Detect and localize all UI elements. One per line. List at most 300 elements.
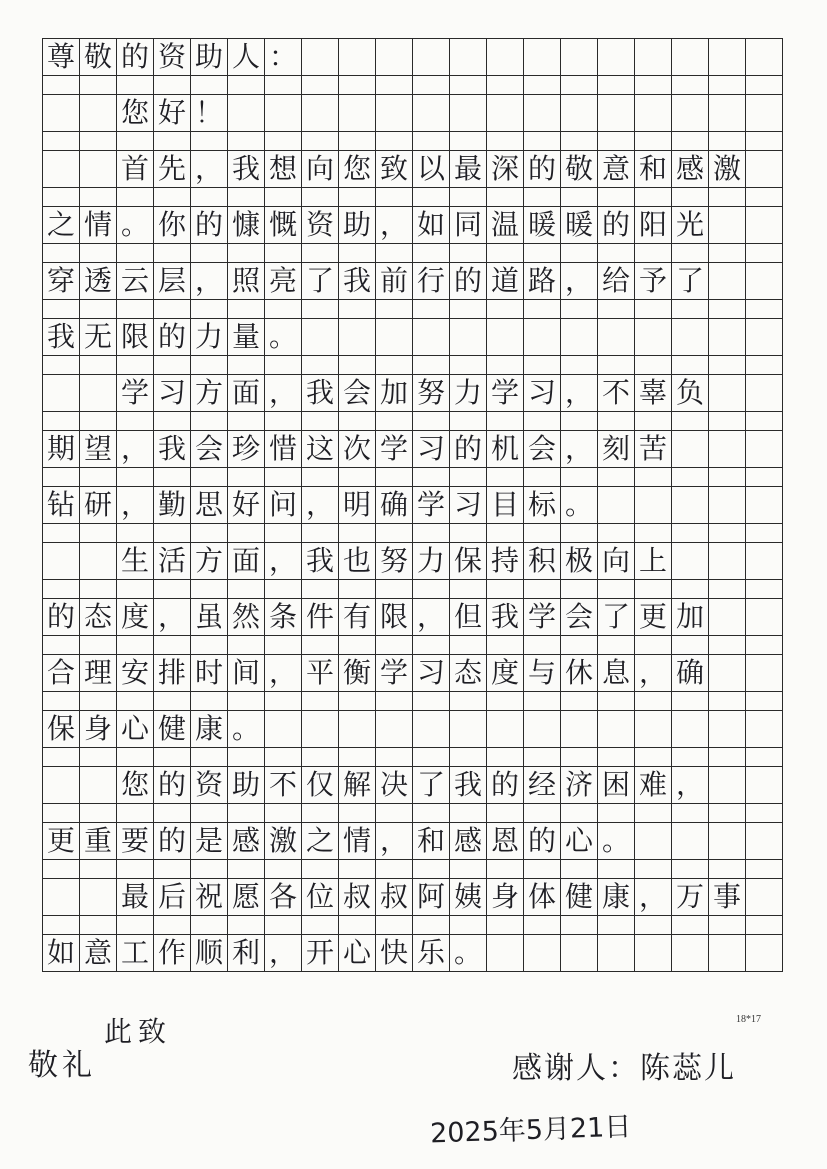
gap-cell xyxy=(43,916,80,935)
grid-cell: 首 xyxy=(117,151,154,188)
grid-cell: 加 xyxy=(672,599,709,636)
gap-cell xyxy=(228,748,265,767)
grid-cell: 方 xyxy=(191,543,228,580)
gap-cell xyxy=(117,412,154,431)
gap-cell xyxy=(376,636,413,655)
gap-cell xyxy=(154,636,191,655)
gap-cell xyxy=(265,412,302,431)
grid-cell xyxy=(80,543,117,580)
gap-cell xyxy=(302,468,339,487)
gap-cell xyxy=(43,300,80,319)
gap-cell xyxy=(746,300,783,319)
grid-cell xyxy=(598,95,635,132)
grid-cell: 心 xyxy=(339,935,376,972)
gap-cell xyxy=(672,244,709,263)
grid-cell xyxy=(746,375,783,412)
gap-cell xyxy=(191,524,228,543)
gap-cell xyxy=(524,860,561,879)
gap-cell xyxy=(524,580,561,599)
gap-cell xyxy=(709,300,746,319)
grid-cell xyxy=(524,935,561,972)
grid-cell: 困 xyxy=(598,767,635,804)
gap-cell xyxy=(561,916,598,935)
grid-cell: 敬 xyxy=(561,151,598,188)
grid-cell: 资 xyxy=(154,39,191,76)
grid-cell xyxy=(672,487,709,524)
grid-cell: 与 xyxy=(524,655,561,692)
grid-cell: 好 xyxy=(228,487,265,524)
grid-cell xyxy=(598,487,635,524)
grid-cell: 负 xyxy=(672,375,709,412)
gap-cell xyxy=(191,132,228,151)
gap-cell xyxy=(339,188,376,207)
gap-cell xyxy=(635,860,672,879)
gap-cell xyxy=(598,860,635,879)
gap-cell xyxy=(487,468,524,487)
gap-cell xyxy=(302,636,339,655)
grid-cell xyxy=(43,95,80,132)
grid-cell: 我 xyxy=(302,543,339,580)
grid-cell: ， xyxy=(413,599,450,636)
gap-cell xyxy=(302,916,339,935)
gap-cell xyxy=(635,300,672,319)
grid-cell: 学 xyxy=(524,599,561,636)
gap-cell xyxy=(228,132,265,151)
gap-cell xyxy=(228,636,265,655)
grid-cell: 尊 xyxy=(43,39,80,76)
gap-cell xyxy=(339,468,376,487)
row-gap xyxy=(43,412,783,431)
gap-cell xyxy=(672,468,709,487)
grid-cell: 好 xyxy=(154,95,191,132)
grid-cell: 您 xyxy=(339,151,376,188)
gap-cell xyxy=(413,636,450,655)
grid-cell xyxy=(672,543,709,580)
gap-cell xyxy=(709,132,746,151)
grid-cell: 致 xyxy=(376,151,413,188)
grid-cell: 前 xyxy=(376,263,413,300)
grid-cell: 的 xyxy=(598,207,635,244)
gap-cell xyxy=(228,412,265,431)
gap-cell xyxy=(117,132,154,151)
gap-cell xyxy=(524,804,561,823)
gap-cell xyxy=(117,804,154,823)
row-gap xyxy=(43,524,783,543)
gap-cell xyxy=(413,580,450,599)
gap-cell xyxy=(302,188,339,207)
writing-row xyxy=(43,375,783,412)
grid-cell: 问 xyxy=(265,487,302,524)
gap-cell xyxy=(339,860,376,879)
grid-cell xyxy=(43,879,80,916)
grid-cell: ！ xyxy=(191,95,228,132)
gap-cell xyxy=(635,188,672,207)
gap-cell xyxy=(191,188,228,207)
gap-cell xyxy=(487,580,524,599)
gap-cell xyxy=(154,468,191,487)
gap-cell xyxy=(339,132,376,151)
grid-cell: ， xyxy=(672,767,709,804)
gap-cell xyxy=(635,580,672,599)
grid-cell xyxy=(487,95,524,132)
gap-cell xyxy=(154,188,191,207)
gap-cell xyxy=(561,300,598,319)
grid-cell xyxy=(746,39,783,76)
gap-cell xyxy=(635,132,672,151)
gap-cell xyxy=(376,132,413,151)
grid-cell: 上 xyxy=(635,543,672,580)
gap-cell xyxy=(154,300,191,319)
row-gap xyxy=(43,580,783,599)
grid-cell xyxy=(746,767,783,804)
row-gap xyxy=(43,804,783,823)
grid-cell: 限 xyxy=(117,319,154,356)
grid-cell xyxy=(413,319,450,356)
grid-cell xyxy=(746,207,783,244)
gap-cell xyxy=(561,132,598,151)
gap-cell xyxy=(80,692,117,711)
grid-cell: 亮 xyxy=(265,263,302,300)
gap-cell xyxy=(265,636,302,655)
grid-cell: 的 xyxy=(43,599,80,636)
grid-cell: 了 xyxy=(598,599,635,636)
gap-cell xyxy=(672,860,709,879)
grid-cell: 感 xyxy=(228,823,265,860)
grid-cell: 激 xyxy=(265,823,302,860)
grid-cell xyxy=(709,599,746,636)
gap-cell xyxy=(302,860,339,879)
grid-cell: 态 xyxy=(450,655,487,692)
gap-cell xyxy=(376,468,413,487)
grid-cell: 穿 xyxy=(43,263,80,300)
gap-cell xyxy=(746,76,783,95)
gap-cell xyxy=(672,412,709,431)
grid-cell: 是 xyxy=(191,823,228,860)
gap-cell xyxy=(487,636,524,655)
grid-cell: 暖 xyxy=(561,207,598,244)
grid-cell: ， xyxy=(561,431,598,468)
grid-cell: 限 xyxy=(376,599,413,636)
grid-cell: 意 xyxy=(80,935,117,972)
gap-cell xyxy=(413,132,450,151)
grid-cell xyxy=(43,543,80,580)
gap-cell xyxy=(635,804,672,823)
grid-cell: 先 xyxy=(154,151,191,188)
gap-cell xyxy=(709,76,746,95)
grid-cell xyxy=(709,375,746,412)
gap-cell xyxy=(228,524,265,543)
grid-cell xyxy=(524,95,561,132)
gap-cell xyxy=(265,748,302,767)
gap-cell xyxy=(191,692,228,711)
grid-cell: 衡 xyxy=(339,655,376,692)
gap-cell xyxy=(154,412,191,431)
gap-cell xyxy=(80,76,117,95)
grid-cell: 你 xyxy=(154,207,191,244)
grid-cell: 会 xyxy=(561,599,598,636)
gap-cell xyxy=(191,748,228,767)
gap-cell xyxy=(80,300,117,319)
gap-cell xyxy=(80,860,117,879)
grid-cell xyxy=(598,319,635,356)
grid-cell: 勤 xyxy=(154,487,191,524)
grid-cell xyxy=(672,39,709,76)
gap-cell xyxy=(672,524,709,543)
gap-cell xyxy=(339,76,376,95)
grid-cell: 向 xyxy=(302,151,339,188)
gap-cell xyxy=(524,916,561,935)
grid-cell: 想 xyxy=(265,151,302,188)
gap-cell xyxy=(154,804,191,823)
gap-cell xyxy=(117,692,154,711)
gap-cell xyxy=(746,636,783,655)
gap-cell xyxy=(80,804,117,823)
grid-cell: 之 xyxy=(302,823,339,860)
gap-cell xyxy=(561,244,598,263)
gap-cell xyxy=(265,860,302,879)
gap-cell xyxy=(154,76,191,95)
grid-cell: 活 xyxy=(154,543,191,580)
writing-row xyxy=(43,95,783,132)
closing-cizhi: 此致 xyxy=(104,1015,173,1048)
gap-cell xyxy=(450,188,487,207)
gap-cell xyxy=(265,524,302,543)
grid-cell xyxy=(339,711,376,748)
grid-cell: 会 xyxy=(339,375,376,412)
gap-cell xyxy=(524,412,561,431)
grid-cell: 最 xyxy=(450,151,487,188)
row-gap xyxy=(43,300,783,319)
grid-cell: 向 xyxy=(598,543,635,580)
grid-cell: 学 xyxy=(376,431,413,468)
gap-cell xyxy=(376,580,413,599)
gap-cell xyxy=(672,356,709,375)
grid-cell: 辜 xyxy=(635,375,672,412)
writing-row xyxy=(43,879,783,916)
grid-cell: 了 xyxy=(672,263,709,300)
grid-cell xyxy=(265,95,302,132)
grid-cell: 助 xyxy=(339,207,376,244)
grid-cell xyxy=(561,935,598,972)
grid-cell xyxy=(672,711,709,748)
grid-cell: 照 xyxy=(228,263,265,300)
grid-cell: 平 xyxy=(302,655,339,692)
gap-cell xyxy=(561,76,598,95)
grid-cell: 的 xyxy=(154,823,191,860)
gap-cell xyxy=(450,468,487,487)
gap-cell xyxy=(524,132,561,151)
writing-row xyxy=(43,151,783,188)
grid-cell xyxy=(80,151,117,188)
grid-cell: 的 xyxy=(524,151,561,188)
grid-cell: 快 xyxy=(376,935,413,972)
grid-cell: 叔 xyxy=(339,879,376,916)
grid-cell: 习 xyxy=(450,487,487,524)
gap-cell xyxy=(117,356,154,375)
gap-cell xyxy=(339,300,376,319)
gap-cell xyxy=(117,860,154,879)
grid-cell: 心 xyxy=(117,711,154,748)
grid-cell: 我 xyxy=(154,431,191,468)
grid-cell: 更 xyxy=(635,599,672,636)
grid-cell: 我 xyxy=(302,375,339,412)
grid-cell xyxy=(524,39,561,76)
gap-cell xyxy=(117,748,154,767)
gap-cell xyxy=(302,244,339,263)
gap-cell xyxy=(413,76,450,95)
gap-cell xyxy=(487,356,524,375)
gap-cell xyxy=(228,468,265,487)
grid-cell xyxy=(561,711,598,748)
grid-cell: 敬 xyxy=(80,39,117,76)
grid-cell xyxy=(376,711,413,748)
gap-cell xyxy=(339,636,376,655)
gap-cell xyxy=(376,356,413,375)
grid-cell: 慨 xyxy=(265,207,302,244)
gap-cell xyxy=(413,692,450,711)
grid-cell xyxy=(450,95,487,132)
gap-cell xyxy=(228,692,265,711)
grid-cell xyxy=(672,95,709,132)
gap-cell xyxy=(43,356,80,375)
grid-cell xyxy=(709,263,746,300)
gap-cell xyxy=(265,356,302,375)
gap-cell xyxy=(598,804,635,823)
gap-cell xyxy=(450,748,487,767)
gap-cell xyxy=(80,524,117,543)
gap-cell xyxy=(746,468,783,487)
gap-cell xyxy=(376,748,413,767)
page-code: 18*17 xyxy=(736,1014,761,1025)
gap-cell xyxy=(598,692,635,711)
grid-cell: 期 xyxy=(43,431,80,468)
gap-cell xyxy=(487,916,524,935)
row-gap xyxy=(43,244,783,263)
gap-cell xyxy=(487,244,524,263)
gap-cell xyxy=(43,748,80,767)
gap-cell xyxy=(191,412,228,431)
grid-cell: 面 xyxy=(228,543,265,580)
grid-cell xyxy=(339,39,376,76)
gap-cell xyxy=(191,636,228,655)
grid-cell: 理 xyxy=(80,655,117,692)
grid-cell xyxy=(635,95,672,132)
grid-cell: 度 xyxy=(117,599,154,636)
grid-cell xyxy=(709,431,746,468)
writing-row xyxy=(43,935,783,972)
gap-cell xyxy=(598,76,635,95)
gap-cell xyxy=(487,412,524,431)
gap-cell xyxy=(746,412,783,431)
gap-cell xyxy=(80,748,117,767)
gap-cell xyxy=(265,804,302,823)
grid-cell xyxy=(709,767,746,804)
grid-cell: 学 xyxy=(413,487,450,524)
grid-cell: 事 xyxy=(709,879,746,916)
gap-cell xyxy=(524,356,561,375)
gap-cell xyxy=(413,412,450,431)
grid-cell xyxy=(80,375,117,412)
grid-cell: 后 xyxy=(154,879,191,916)
gap-cell xyxy=(80,132,117,151)
gap-cell xyxy=(43,412,80,431)
gap-cell xyxy=(746,132,783,151)
grid-cell: 力 xyxy=(191,319,228,356)
grid-cell: 思 xyxy=(191,487,228,524)
gap-cell xyxy=(487,300,524,319)
grid-cell: 体 xyxy=(524,879,561,916)
grid-cell: 时 xyxy=(191,655,228,692)
gap-cell xyxy=(80,580,117,599)
grid-cell: 习 xyxy=(413,655,450,692)
grid-cell: 助 xyxy=(228,767,265,804)
writing-row xyxy=(43,39,783,76)
gap-cell xyxy=(265,580,302,599)
grid-cell: 保 xyxy=(43,711,80,748)
grid-cell xyxy=(635,319,672,356)
grid-cell: 开 xyxy=(302,935,339,972)
gap-cell xyxy=(450,300,487,319)
gap-cell xyxy=(191,580,228,599)
gap-cell xyxy=(228,300,265,319)
gap-cell xyxy=(635,636,672,655)
gap-cell xyxy=(561,692,598,711)
grid-cell xyxy=(339,95,376,132)
grid-cell: 。 xyxy=(598,823,635,860)
grid-cell: ， xyxy=(117,487,154,524)
gap-cell xyxy=(672,804,709,823)
gap-cell xyxy=(228,860,265,879)
grid-cell: 的 xyxy=(154,319,191,356)
gap-cell xyxy=(746,804,783,823)
gap-cell xyxy=(376,524,413,543)
gap-cell xyxy=(43,76,80,95)
gap-cell xyxy=(709,412,746,431)
grid-cell xyxy=(672,431,709,468)
grid-cell xyxy=(635,39,672,76)
gap-cell xyxy=(154,244,191,263)
gap-cell xyxy=(450,636,487,655)
grid-cell: 姨 xyxy=(450,879,487,916)
gap-cell xyxy=(746,244,783,263)
grid-cell: 人 xyxy=(228,39,265,76)
grid-cell: 我 xyxy=(228,151,265,188)
grid-cell xyxy=(746,711,783,748)
gap-cell xyxy=(413,356,450,375)
gap-cell xyxy=(191,468,228,487)
grid-cell xyxy=(709,823,746,860)
gap-cell xyxy=(635,524,672,543)
gap-cell xyxy=(43,244,80,263)
gap-cell xyxy=(450,692,487,711)
grid-cell: ， xyxy=(191,151,228,188)
grid-cell xyxy=(746,487,783,524)
gap-cell xyxy=(191,860,228,879)
grid-cell: ， xyxy=(376,823,413,860)
gap-cell xyxy=(598,468,635,487)
grid-cell: 会 xyxy=(524,431,561,468)
grid-cell xyxy=(746,95,783,132)
gap-cell xyxy=(339,692,376,711)
grid-cell: 但 xyxy=(450,599,487,636)
row-gap xyxy=(43,692,783,711)
gap-cell xyxy=(302,748,339,767)
grid-cell xyxy=(413,39,450,76)
grid-cell xyxy=(709,95,746,132)
writing-row xyxy=(43,599,783,636)
gap-cell xyxy=(487,188,524,207)
grid-cell: 最 xyxy=(117,879,154,916)
